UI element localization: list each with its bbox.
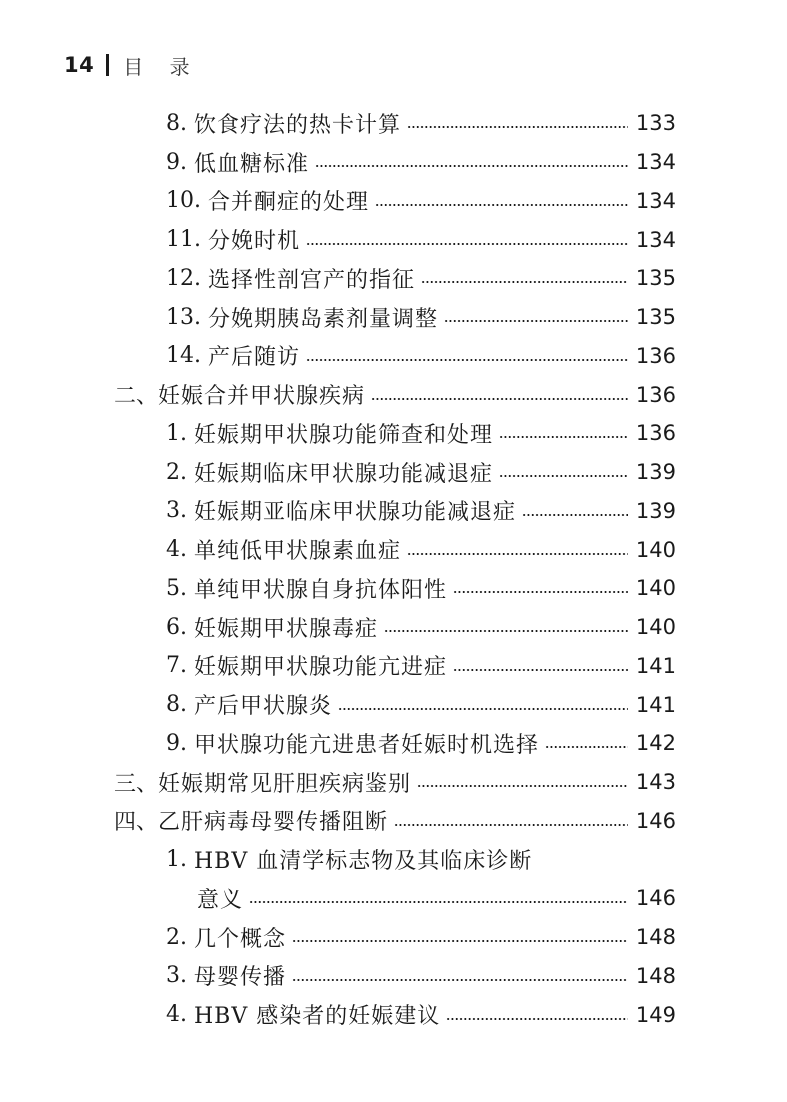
toc-entry-number: 3. <box>166 963 194 989</box>
toc-entry-title: 妊娠合并甲状腺疾病 <box>158 384 366 410</box>
running-header <box>64 48 200 82</box>
dot-leader <box>292 979 628 981</box>
toc-entry-page: 149 <box>635 1002 676 1027</box>
toc-entry-page: 136 <box>635 421 676 446</box>
toc-entry <box>0 453 787 492</box>
toc-entry-page: 139 <box>635 498 676 523</box>
toc-entry-number: 14. <box>166 343 208 369</box>
toc-entry-title: 单纯甲状腺自身抗体阳性 <box>193 577 447 603</box>
toc-entry-title: 合并酮症的处理 <box>207 190 369 216</box>
toc-entry <box>0 530 787 569</box>
toc-entry-number: 7. <box>166 653 194 679</box>
toc-entry-page: 141 <box>635 692 676 717</box>
toc-entry-title: HBV 感染者的妊娠建议 <box>193 1004 441 1030</box>
dot-leader <box>453 669 628 671</box>
toc-entry-number: 11. <box>166 227 208 253</box>
toc-entry <box>0 918 787 957</box>
toc-entry-page: 146 <box>635 808 676 833</box>
toc-entry-title: 单纯低甲状腺素血症 <box>193 539 401 565</box>
dot-leader <box>453 591 628 593</box>
toc-entry <box>0 840 787 879</box>
header-separator <box>106 54 109 76</box>
dot-leader <box>407 553 628 555</box>
toc-entry-page: 135 <box>635 266 676 291</box>
toc-entry-page: 140 <box>635 576 676 601</box>
toc-entry-number: 4. <box>166 1002 194 1028</box>
toc-entry <box>0 143 787 182</box>
toc-entry-page: 148 <box>635 925 676 950</box>
dot-leader <box>444 320 628 322</box>
toc-entry-title: 分娩时机 <box>207 229 300 255</box>
toc-entry-title: 妊娠期甲状腺功能筛查和处理 <box>193 422 493 448</box>
toc-entry-number: 13. <box>166 304 208 330</box>
toc-entry-number: 1. <box>166 420 194 446</box>
toc-entry-page: 141 <box>635 653 676 678</box>
toc-entry <box>0 685 787 724</box>
toc-entry <box>0 608 787 647</box>
dot-leader <box>499 475 628 477</box>
dot-leader <box>338 708 628 710</box>
toc-entry-number: 2. <box>166 459 194 485</box>
toc-entry <box>0 414 787 453</box>
toc-entry-page: 135 <box>635 305 676 330</box>
toc-entry-title: 选择性剖宫产的指征 <box>207 267 415 293</box>
toc-entry-number: 9. <box>166 730 194 756</box>
toc-entry <box>0 802 787 841</box>
toc-entry <box>0 647 787 686</box>
toc-entry-page: 134 <box>635 188 676 213</box>
toc-entry-page: 140 <box>635 537 676 562</box>
dot-leader <box>371 398 628 400</box>
toc-entry-title: 妊娠期甲状腺毒症 <box>193 616 378 642</box>
toc-entry-page: 148 <box>635 963 676 988</box>
toc-entry <box>0 879 787 918</box>
toc-entry <box>0 298 787 337</box>
dot-leader <box>306 359 628 361</box>
toc-entry-page: 140 <box>635 615 676 640</box>
toc-entry-page: 133 <box>635 111 676 136</box>
toc-entry-title: 甲状腺功能亢进患者妊娠时机选择 <box>193 732 539 758</box>
toc-entry-number: 四、 <box>114 810 159 836</box>
toc-entry-title: 分娩期胰岛素剂量调整 <box>207 306 438 332</box>
toc-entry-number: 10. <box>166 188 208 214</box>
toc-entry-title: 妊娠期亚临床甲状腺功能减退症 <box>193 500 516 526</box>
dot-leader <box>292 940 628 942</box>
toc-entry-page: 142 <box>635 731 676 756</box>
toc-entry-title: 几个概念 <box>193 926 286 952</box>
dot-leader <box>315 165 628 167</box>
toc-entry-title: 妊娠期临床甲状腺功能减退症 <box>193 461 493 487</box>
toc-entry <box>0 957 787 996</box>
toc-entry-title: 乙肝病毒母婴传播阻断 <box>158 810 389 836</box>
toc-entry <box>0 375 787 414</box>
toc-entry-page: 134 <box>635 227 676 252</box>
toc-entry <box>0 995 787 1034</box>
toc-entry <box>0 763 787 802</box>
toc-entry-title: 产后甲状腺炎 <box>193 694 332 720</box>
toc-entry <box>0 104 787 143</box>
toc-entry-number: 6. <box>166 614 194 640</box>
page-number: 14 <box>64 53 95 77</box>
toc-entry-number: 二、 <box>114 384 159 410</box>
toc-entry-title: 母婴传播 <box>193 965 286 991</box>
toc-entry-page: 134 <box>635 150 676 175</box>
toc-entry <box>0 259 787 298</box>
toc-entry <box>0 724 787 763</box>
toc-entry-number: 2. <box>166 924 194 950</box>
toc-entry <box>0 182 787 221</box>
dot-leader <box>407 126 628 128</box>
toc-entry-page: 136 <box>635 382 676 407</box>
toc-entry <box>0 492 787 531</box>
toc-entry <box>0 337 787 376</box>
toc-entry-number: 3. <box>166 498 194 524</box>
toc-entry-title: 低血糖标准 <box>193 151 309 177</box>
toc-entry <box>0 569 787 608</box>
table-of-contents <box>0 104 787 1034</box>
toc-entry-page: 136 <box>635 343 676 368</box>
toc-entry-title: 意义 <box>197 887 244 913</box>
header-title: 目 录 <box>123 54 200 79</box>
toc-entry-number: 12. <box>166 265 208 291</box>
toc-entry-title: HBV 血清学标志物及其临床诊断 <box>193 849 533 875</box>
toc-entry-page: 143 <box>635 770 676 795</box>
toc-entry-title: 妊娠期常见肝胆疾病鉴别 <box>158 771 412 797</box>
dot-leader <box>384 630 628 632</box>
toc-entry-number: 5. <box>166 575 194 601</box>
dot-leader <box>306 243 628 245</box>
dot-leader <box>417 785 628 787</box>
toc-entry-number: 三、 <box>114 771 159 797</box>
toc-entry-number: 1. <box>166 847 194 873</box>
dot-leader <box>421 281 628 283</box>
dot-leader <box>446 1018 628 1020</box>
dot-leader <box>375 204 628 206</box>
toc-entry-page: 139 <box>635 460 676 485</box>
dot-leader <box>499 436 628 438</box>
dot-leader <box>249 901 628 903</box>
toc-entry-page: 146 <box>635 886 676 911</box>
toc-entry-number: 8. <box>166 110 194 136</box>
toc-entry-title: 产后随访 <box>207 345 300 371</box>
toc-entry-title: 妊娠期甲状腺功能亢进症 <box>193 655 447 681</box>
dot-leader <box>545 746 628 748</box>
toc-entry-number: 9. <box>166 149 194 175</box>
toc-entry <box>0 220 787 259</box>
toc-entry-number: 8. <box>166 692 194 718</box>
dot-leader <box>394 824 628 826</box>
toc-entry-title: 饮食疗法的热卡计算 <box>193 112 401 138</box>
toc-entry-number: 4. <box>166 537 194 563</box>
dot-leader <box>522 514 628 516</box>
